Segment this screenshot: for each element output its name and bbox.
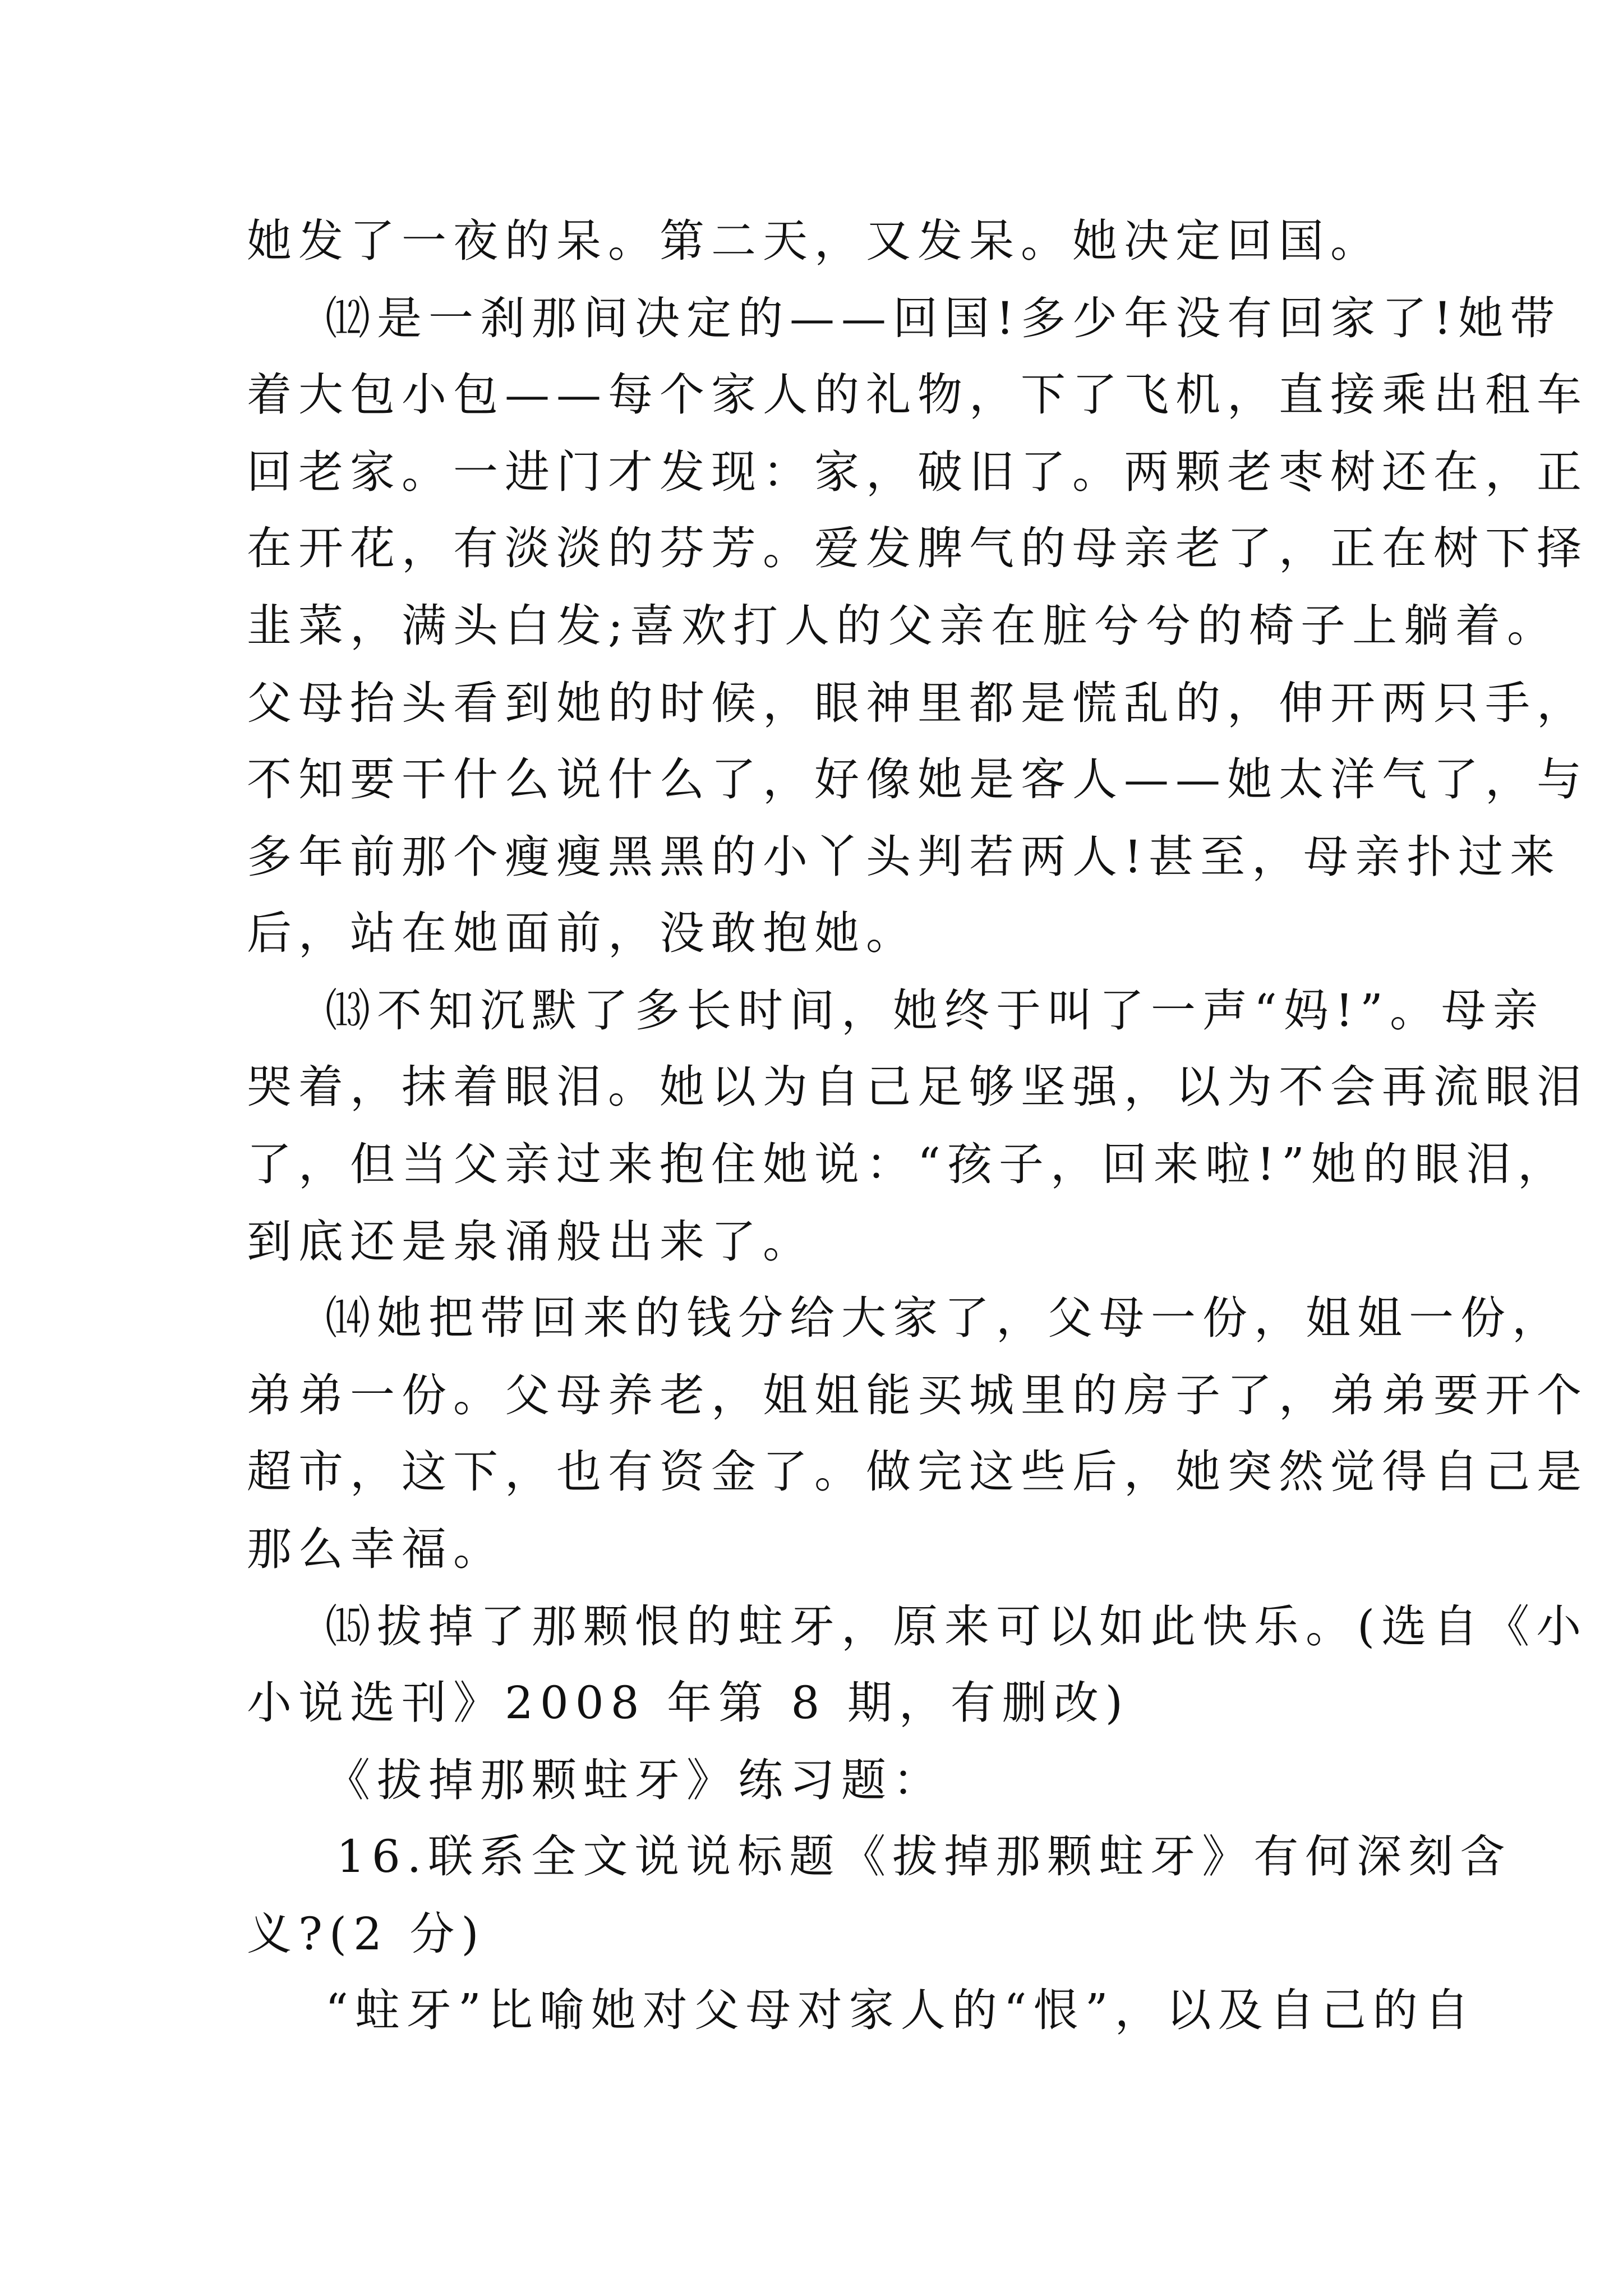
text-line: 16.联系全文说说标题《拔掉那颗蛀牙》有何深刻含 xyxy=(336,1830,1512,1883)
text-line: 超市，这下，也有资金了。做完这些后，她突然觉得自己是 xyxy=(247,1446,1588,1498)
text-line: 着大包小包——每个家人的礼物，下了飞机，直接乘出租车 xyxy=(247,369,1588,421)
text-line: 小说选刊》2008 年第 8 期，有删改) xyxy=(247,1677,1129,1729)
text-line: 那么幸福。 xyxy=(247,1523,505,1575)
text-line: 韭菜，满头白发;喜欢打人的父亲在脏兮兮的椅子上躺着。 xyxy=(247,600,1559,652)
text-line: 后，站在她面前，没敢抱她。 xyxy=(247,907,917,959)
text-line: 《拔掉那颗蛀牙》练习题： xyxy=(325,1754,944,1806)
text-line: ⑿是一刹那间决定的——回国!多少年没有回家了!她带 xyxy=(325,292,1562,344)
text-line: ⒂拔掉了那颗恨的蛀牙，原来可以如此快乐。(选自《小 xyxy=(325,1600,1588,1653)
text-line: 回老家。一进门才发现：家，破旧了。两颗老枣树还在，正 xyxy=(247,446,1588,498)
text-line: ⒀不知沉默了多长时间，她终于叫了一声“妈!”。母亲 xyxy=(325,984,1544,1037)
text-line: 了，但当父亲过来抱住她说：“孩子，回来啦!”她的眼泪， xyxy=(247,1138,1569,1190)
text-line: 哭着，抹着眼泪。她以为自己足够坚强，以为不会再流眼泪 xyxy=(247,1061,1588,1113)
text-line: 弟弟一份。父母养老，姐姐能买城里的房子了，弟弟要开个 xyxy=(247,1369,1588,1421)
text-line: ⒁她把带回来的钱分给大家了，父母一份，姐姐一份， xyxy=(325,1292,1564,1344)
text-line: 多年前那个瘦瘦黑黑的小丫头判若两人!甚至，母亲扑过来 xyxy=(247,831,1562,883)
text-line: 在开花，有淡淡的芬芳。爱发脾气的母亲老了，正在树下择 xyxy=(247,522,1588,574)
text-line: 到底还是泉涌般出来了。 xyxy=(247,1216,814,1268)
text-line: 不知要干什么说什么了，好像她是客人——她太洋气了，与 xyxy=(247,753,1588,806)
text-line: “蛀牙”比喻她对父母对家人的“恨”，以及自己的自 xyxy=(325,1984,1476,2036)
text-line: 她发了一夜的呆。第二天，又发呆。她决定回国。 xyxy=(247,215,1382,267)
text-line: 父母抬头看到她的时候，眼神里都是慌乱的，伸开两只手， xyxy=(247,677,1588,729)
text-line: 义?(2 分) xyxy=(247,1908,486,1960)
